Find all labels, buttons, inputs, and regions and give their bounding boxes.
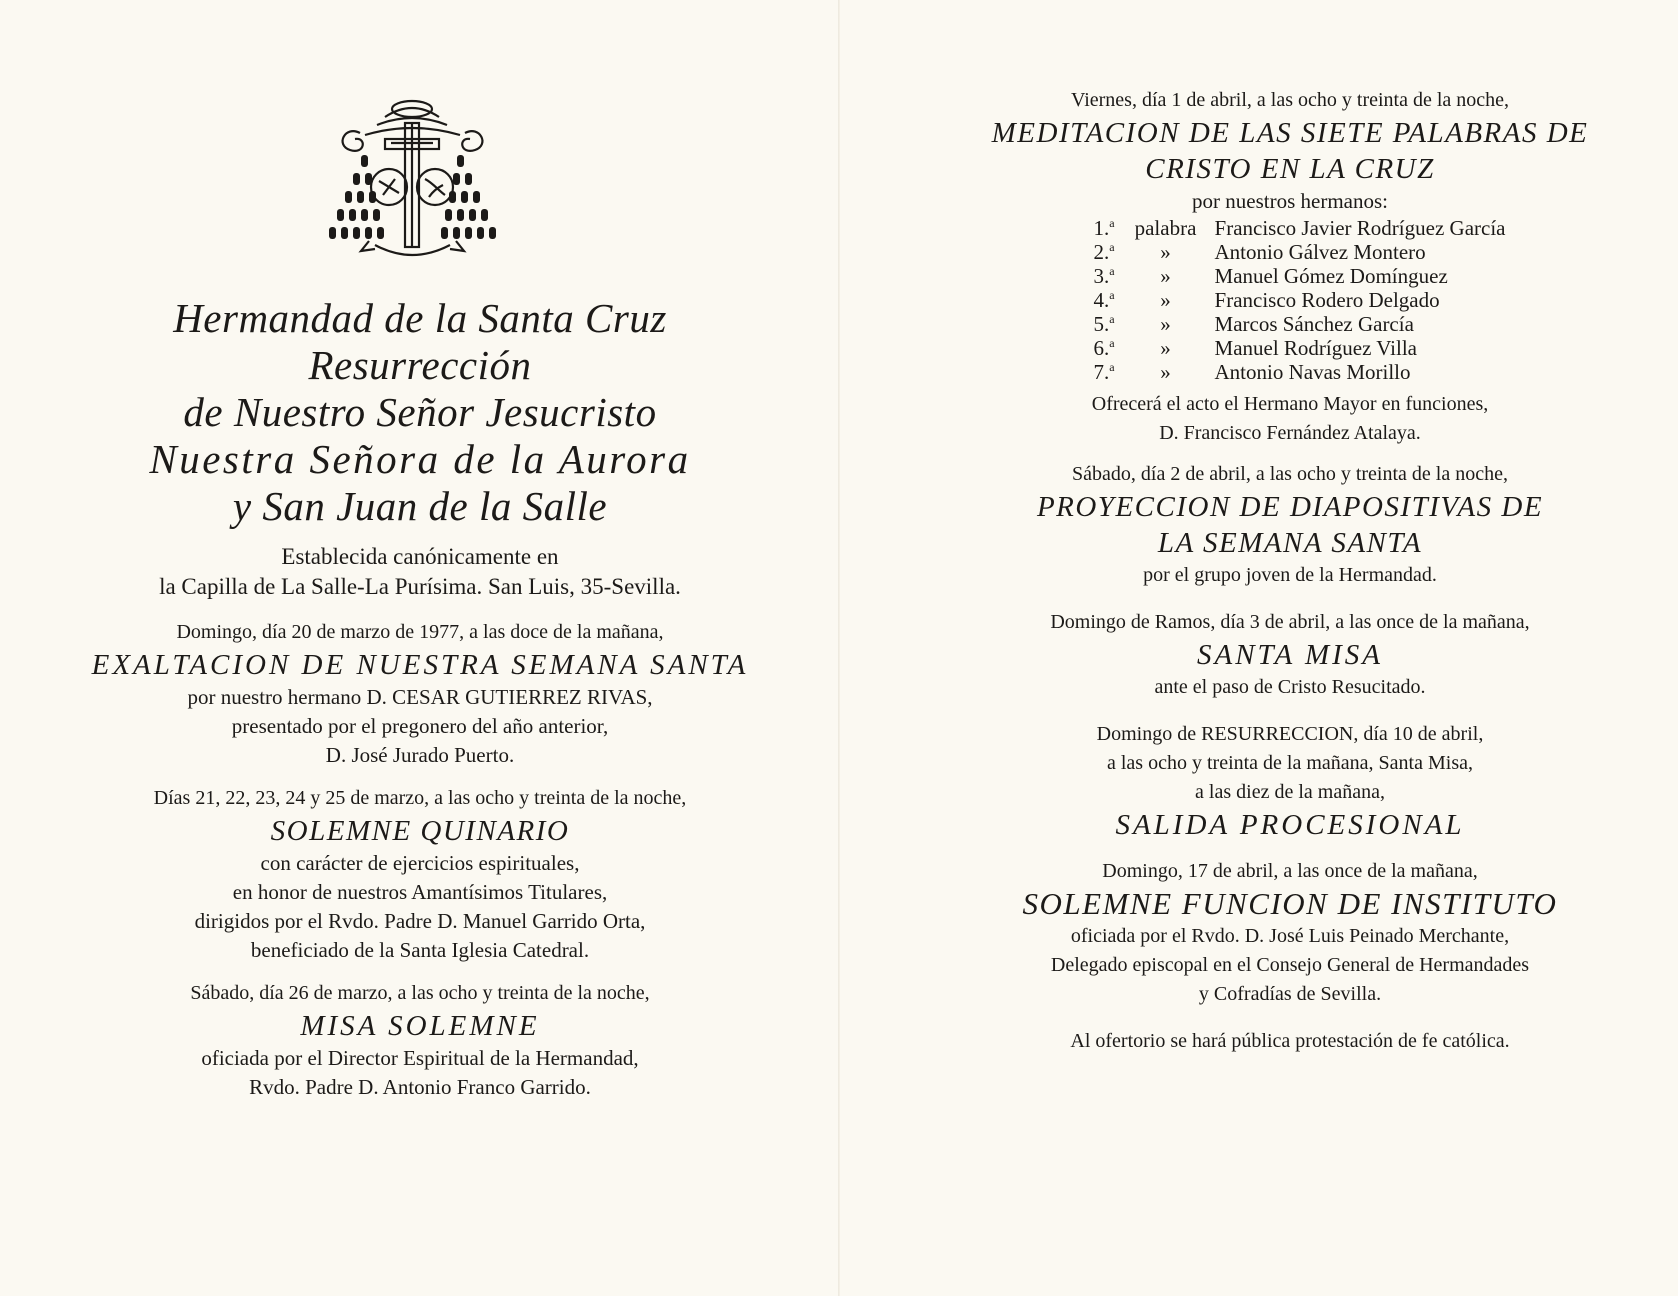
word-row	[1075, 240, 1506, 264]
event-diapositivas	[930, 460, 1650, 590]
event-act-line-2: LA SEMANA SANTA	[1157, 527, 1423, 559]
event-detail: dirigidos por el Rvdo. Padre D. Manuel Garrido Orta,	[194, 909, 646, 933]
words-list	[1075, 216, 1506, 384]
word-speaker: Francisco Rodero Delgado	[1214, 288, 1440, 312]
event-date: a las diez de la mañana,	[1195, 781, 1385, 803]
word-number: 5.$^a$	[1093, 312, 1115, 336]
event-date: Sábado, día 26 de marzo, a las ocho y treinta de la noche,	[190, 982, 650, 1004]
event-detail: beneficiado de la Santa Iglesia Catedral.	[250, 938, 590, 962]
event-siete-palabras	[930, 86, 1650, 448]
word-label: »	[1160, 240, 1171, 264]
event-act: EXALTACION DE NUESTRA SEMANA SANTA	[91, 649, 749, 681]
word-speaker: Manuel Gómez Domínguez	[1214, 264, 1448, 288]
word-speaker: Marcos Sánchez García	[1214, 312, 1414, 336]
word-number: 7.$^a$	[1093, 360, 1115, 384]
event-closing: D. Francisco Fernández Atalaya.	[1159, 422, 1421, 444]
word-label: »	[1160, 264, 1171, 288]
event-date: Domingo de RESURRECCION, día 10 de abril,	[1096, 723, 1484, 745]
event-detail: ante el paso de Cristo Resucitado.	[1154, 676, 1426, 698]
event-intro: por nuestros hermanos:	[1192, 189, 1388, 213]
word-number: 6.$^a$	[1093, 336, 1115, 360]
event-detail: por nuestro hermano D. CESAR GUTIERREZ RIVAS,	[187, 685, 653, 709]
event-detail: oficiada por el Director Espiritual de la Hermandad,	[201, 1046, 639, 1070]
page-fold	[838, 0, 840, 1296]
word-label: »	[1160, 312, 1171, 336]
established-line-1: Establecida canónicamente en	[281, 544, 559, 569]
word-row	[1075, 312, 1506, 336]
event-detail: por el grupo joven de la Hermandad.	[1143, 564, 1437, 586]
event-funcion-instituto	[930, 857, 1650, 1009]
word-row	[1075, 288, 1506, 312]
final-note: Al ofertorio se hará pública protestación de fe católica.	[1070, 1030, 1510, 1052]
word-speaker: Antonio Gálvez Montero	[1214, 240, 1426, 264]
word-number: 4.$^a$	[1093, 288, 1115, 312]
event-detail: D. José Jurado Puerto.	[325, 743, 515, 767]
event-act: SOLEMNE FUNCION DE INSTITUTO	[1022, 886, 1558, 921]
title-line-3: de Nuestro Señor Jesucristo	[183, 389, 657, 435]
event-misa-solemne	[40, 979, 800, 1102]
established-line-2: la Capilla de La Salle-La Purísima. San Luis, 35-Sevilla.	[159, 574, 681, 599]
event-exaltacion	[40, 618, 800, 770]
event-act-line-1: PROYECCION DE DIAPOSITIVAS DE	[1036, 491, 1544, 523]
event-date: Domingo, 17 de abril, a las once de la mañana,	[1102, 860, 1478, 882]
word-label: palabra	[1134, 216, 1197, 240]
right-column	[930, 0, 1650, 1056]
event-detail: con carácter de ejercicios espirituales,	[260, 851, 580, 875]
event-detail: en honor de nuestros Amantísimos Titulares,	[232, 880, 608, 904]
word-label: »	[1160, 336, 1171, 360]
title-line-4: Nuestra Señora de la Aurora	[149, 436, 691, 482]
word-row	[1075, 264, 1506, 288]
event-detail: y Cofradías de Sevilla.	[1198, 983, 1382, 1005]
event-date: Domingo de Ramos, día 3 de abril, a las once de la mañana,	[1050, 611, 1530, 633]
event-santa-misa	[930, 608, 1650, 702]
event-date: Domingo, día 20 de marzo de 1977, a las doce de la mañana,	[176, 621, 664, 643]
word-row	[1075, 216, 1506, 240]
word-label: »	[1160, 288, 1171, 312]
word-speaker: Antonio Navas Morillo	[1214, 360, 1411, 384]
event-act: SANTA MISA	[1196, 639, 1383, 671]
event-act-line-1: MEDITACION DE LAS SIETE PALABRAS DE	[991, 117, 1589, 149]
word-speaker: Francisco Javier Rodríguez García	[1214, 216, 1506, 240]
word-number: 3.$^a$	[1093, 264, 1115, 288]
event-date: a las ocho y treinta de la mañana, Santa Misa,	[1107, 752, 1473, 774]
event-date: Sábado, día 2 de abril, a las ocho y treinta de la noche,	[1072, 463, 1508, 485]
event-detail: Delegado episcopal en el Consejo General de Hermandades	[1050, 954, 1530, 976]
event-act: SOLEMNE QUINARIO	[270, 815, 570, 847]
left-column	[40, 0, 800, 1102]
event-date: Viernes, día 1 de abril, a las ocho y treinta de la noche,	[1070, 89, 1510, 111]
event-salida-procesional	[930, 720, 1650, 843]
event-act: MISA SOLEMNE	[300, 1010, 540, 1042]
word-label: »	[1160, 360, 1171, 384]
word-number: 1.$^a$	[1093, 216, 1115, 240]
word-row	[1075, 336, 1506, 360]
event-closing: Ofrecerá el acto el Hermano Mayor en funciones,	[1091, 393, 1489, 415]
event-quinario	[40, 784, 800, 965]
brotherhood-title	[40, 295, 800, 530]
event-act-line-2: CRISTO EN LA CRUZ	[1145, 153, 1435, 185]
title-line-1: Hermandad de la Santa Cruz	[173, 295, 667, 341]
word-speaker: Manuel Rodríguez Villa	[1214, 336, 1417, 360]
title-line-2: Resurrección	[308, 342, 532, 388]
event-date: Días 21, 22, 23, 24 y 25 de marzo, a las ocho y treinta de la noche,	[153, 787, 687, 809]
word-number: 2.$^a$	[1093, 240, 1115, 264]
title-line-5: y San Juan de la Salle	[232, 483, 608, 529]
event-detail: presentado por el pregonero del año anterior,	[231, 714, 609, 738]
word-row	[1075, 360, 1506, 384]
event-detail: Rvdo. Padre D. Antonio Franco Garrido.	[249, 1075, 591, 1099]
event-act: SALIDA PROCESIONAL	[1115, 809, 1465, 841]
event-detail: oficiada por el Rvdo. D. José Luis Peinado Merchante,	[1070, 925, 1510, 947]
